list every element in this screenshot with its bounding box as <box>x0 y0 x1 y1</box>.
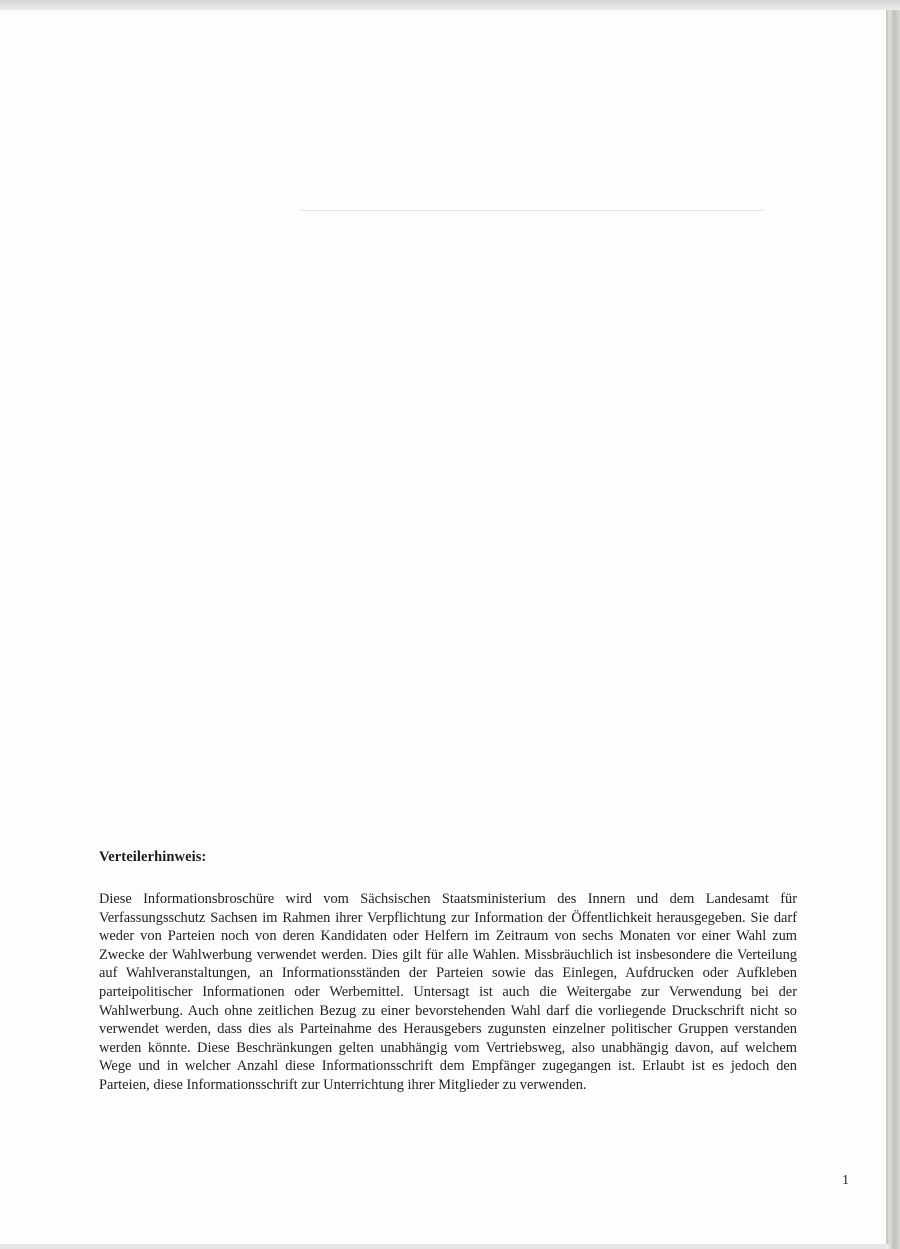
notice-heading: Verteilerhinweis: <box>99 849 207 865</box>
scan-edge-right <box>886 10 900 1249</box>
scan-edge-top <box>0 0 900 10</box>
page-number: 1 <box>842 1173 849 1188</box>
faint-rule <box>300 210 765 211</box>
notice-body: Diese Informationsbroschüre wird vom Sächsischen Staatsministerium des Innern und dem Landesamt für Verfassungsschutz Sachsen im Rahmen ihrer Verpflichtung zur Information der Öffentlichkeit herausgegeben. Sie darf weder von Parteien noch von deren Kandidaten oder Helfern im Zeitraum von sechs Monaten vor einer Wahl zum Zwecke der Wahlwerbung verwendet werden. Dies gilt für alle Wahlen. Missbräuchlich ist insbesondere die Verteilung auf Wahlveranstaltungen, an Informationsständen der Parteien sowie das Einlegen, Aufdrucken oder Aufkleben parteipolitischer Informationen oder Werbemittel. Untersagt ist auch die Weitergabe zur Verwendung bei der Wahlwerbung. Auch ohne zeitlichen Bezug zu einer bevorstehenden Wahl darf die vorliegende Druckschrift nicht so verwendet werden, dass dies als Parteinahme des Herausgebers zugunsten einzelner politischer Gruppen verstanden werden könnte. Diese Beschränkungen gelten unabhängig vom Vertriebsweg, also unabhängig davon, auf welchem Wege und in welcher Anzahl diese Informationsschrift dem Empfänger zugegangen ist. Erlaubt ist es jedoch den Parteien, diese Informationsschrift zur Unterrichtung ihrer Mitglieder zu verwenden. <box>99 891 797 1093</box>
